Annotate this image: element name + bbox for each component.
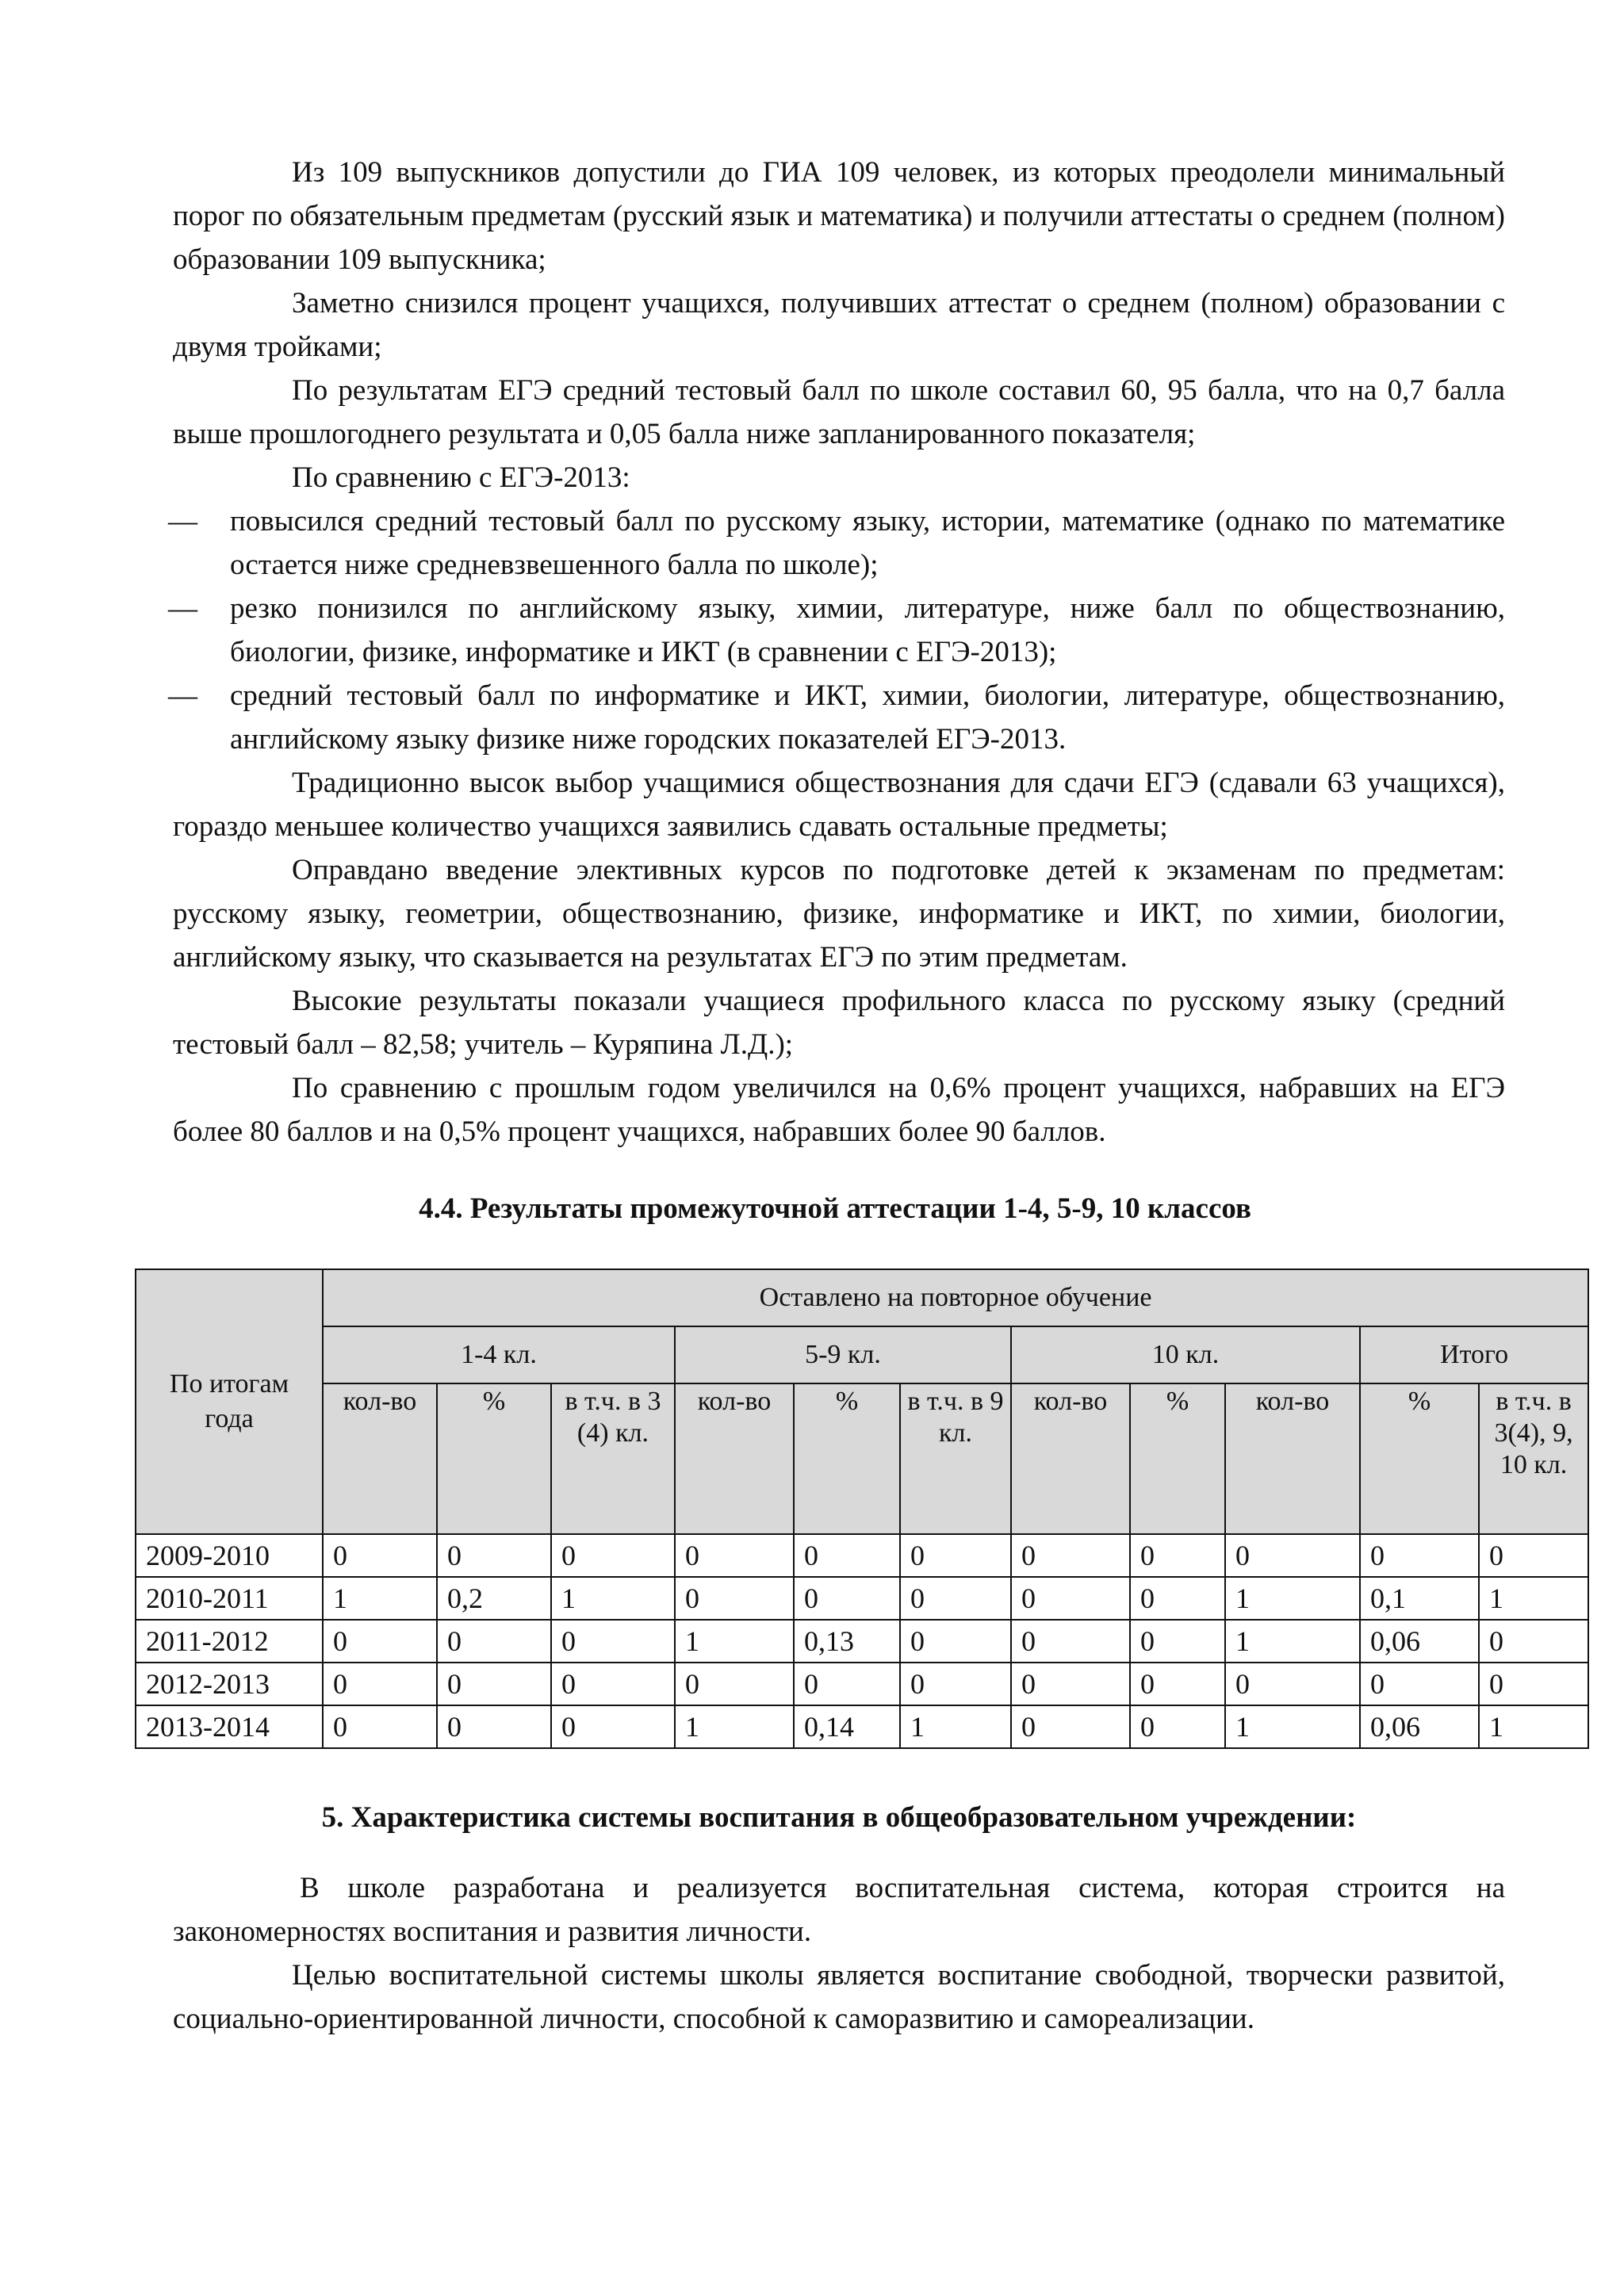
- paragraph: По сравнению с прошлым годом увеличился на 0,6% процент учащихся, набравших на ЕГЭ более 80 баллов и на 0,5% процент учащихся, набравших более 90 баллов.: [173, 1072, 1505, 1148]
- table-cell: 1: [1479, 1705, 1588, 1748]
- section-title-5: 5. Характеристика системы воспитания в общеобразовательном учреждении:: [321, 1801, 1357, 1834]
- table-cell: 0: [1225, 1534, 1360, 1577]
- table-body: [136, 1534, 1588, 1748]
- dash-list: [168, 499, 1505, 761]
- table-cell: 1: [323, 1577, 437, 1620]
- table-cell: 0: [675, 1577, 794, 1620]
- paragraph: По сравнению с ЕГЭ-2013:: [292, 461, 630, 494]
- table-cell: 0,13: [794, 1620, 900, 1663]
- paragraph: Целью воспитательной системы школы является воспитание свободной, творчески развитой, социально-ориентированной личности, способной к саморазвитию и самореализации.: [173, 1959, 1505, 2035]
- side-header: По итогам года: [136, 1269, 323, 1534]
- table-cell: 0: [1360, 1663, 1479, 1705]
- table-cell: 0: [1011, 1620, 1130, 1663]
- table-cell: 0: [1130, 1577, 1225, 1620]
- table-cell: 0: [437, 1663, 551, 1705]
- table-cell: 0: [551, 1534, 675, 1577]
- table-cell: 0: [551, 1705, 675, 1748]
- paragraph: Из 109 выпускников допустили до ГИА 109 человек, из которых преодолели минимальный порог по обязательным предметам (русский язык и математика) и получили аттестаты о среднем (полном) образовании 109 выпускника;: [173, 156, 1505, 276]
- paragraph: По результатам ЕГЭ средний тестовый балл по школе составил 60, 95 балла, что на 0,7 балла выше прошлогоднего результата и 0,05 балла ниже запланированного показателя;: [173, 374, 1505, 450]
- row-year-cell: 2012-2013: [136, 1663, 323, 1705]
- column-header: в т.ч. в 3 (4) кл.: [551, 1383, 675, 1534]
- table-cell: 0: [323, 1620, 437, 1663]
- table-cell: 0: [675, 1534, 794, 1577]
- table-cell: 0: [1130, 1534, 1225, 1577]
- table-cell: 0: [794, 1663, 900, 1705]
- column-header: %: [1360, 1383, 1479, 1534]
- dash-marker: —: [168, 679, 197, 712]
- table-cell: 1: [1479, 1577, 1588, 1620]
- table-cell: 1: [1225, 1705, 1360, 1748]
- table-cell: 0: [323, 1705, 437, 1748]
- table-cell: 0: [900, 1620, 1011, 1663]
- table-row: [136, 1577, 1588, 1620]
- column-header: %: [437, 1383, 551, 1534]
- table-row: [136, 1620, 1588, 1663]
- table-row: [136, 1705, 1588, 1748]
- table-cell: 0: [900, 1534, 1011, 1577]
- paragraph: Оправдано введение элективных курсов по подготовке детей к экзаменам по предметам: русскому языку, геометрии, обществознанию, физике, информатике и ИКТ, по химии, биологии, английскому языку, что сказывается на результатах ЕГЭ по этим предметам.: [173, 854, 1505, 974]
- table-cell: 0,1: [1360, 1577, 1479, 1620]
- table-cell: 0: [1479, 1620, 1588, 1663]
- group-header: 10 кл.: [1011, 1326, 1360, 1383]
- table-cell: 1: [1225, 1577, 1360, 1620]
- table-cell: 0: [794, 1534, 900, 1577]
- group-header: Итого: [1360, 1326, 1588, 1383]
- row-year-cell: 2011-2012: [136, 1620, 323, 1663]
- table-cell: 0,14: [794, 1705, 900, 1748]
- section-5: [173, 1796, 1505, 2041]
- table-cell: 0: [1225, 1663, 1360, 1705]
- table-cell: 0,06: [1360, 1705, 1479, 1748]
- section-title-4-4: 4.4. Результаты промежуточной аттестации 1-4, 5-9, 10 классов: [419, 1192, 1251, 1225]
- column-header: кол-во: [323, 1383, 437, 1534]
- table-cell: 0: [323, 1534, 437, 1577]
- top-header: Оставлено на повторное обучение: [323, 1269, 1588, 1326]
- table-cell: 0,06: [1360, 1620, 1479, 1663]
- paragraph: Высокие результаты показали учащиеся профильного класса по русскому языку (средний тестовый балл – 82,58; учитель – Куряпина Л.Д.);: [173, 985, 1505, 1061]
- table-cell: 0: [900, 1577, 1011, 1620]
- list-item: — повысился средний тестовый балл по русскому языку, истории, математике (однако по математике остается ниже средневзвешенного балла по школе);: [171, 499, 1505, 587]
- column-header: кол-во: [675, 1383, 794, 1534]
- table-cell: 0: [437, 1705, 551, 1748]
- table-cell: 0: [900, 1663, 1011, 1705]
- column-header: %: [794, 1383, 900, 1534]
- group-header: 1-4 кл.: [323, 1326, 675, 1383]
- table-cell: 0: [1130, 1663, 1225, 1705]
- table-cell: 0: [1011, 1663, 1130, 1705]
- paragraph: Традиционно высок выбор учащимися обществознания для сдачи ЕГЭ (сдавали 63 учащихся), гораздо меньшее количество учащихся заявились сдавать остальные предметы;: [173, 767, 1505, 843]
- table-cell: 1: [900, 1705, 1011, 1748]
- table-cell: 0: [1011, 1577, 1130, 1620]
- table-cell: 0: [1479, 1534, 1588, 1577]
- row-year-cell: 2013-2014: [136, 1705, 323, 1748]
- document-body: [168, 151, 1505, 1230]
- column-header: в т.ч. в 3(4), 9, 10 кл.: [1479, 1383, 1588, 1534]
- table-cell: 0: [1479, 1663, 1588, 1705]
- dash-marker: —: [168, 505, 197, 538]
- list-item: — средний тестовый балл по информатике и ИКТ, химии, биологии, литературе, обществознанию, английскому языку физике ниже городских показателей ЕГЭ-2013.: [171, 674, 1505, 761]
- table-cell: 0: [437, 1534, 551, 1577]
- column-header: кол-во: [1225, 1383, 1360, 1534]
- paragraph: В школе разработана и реализуется воспитательная система, которая строится на закономерностях воспитания и развития личности.: [173, 1872, 1505, 1948]
- table-cell: 0: [1130, 1620, 1225, 1663]
- table-cell: 1: [675, 1705, 794, 1748]
- table-cell: 0: [1130, 1705, 1225, 1748]
- table-cell: 0: [675, 1663, 794, 1705]
- table-cell: 1: [675, 1620, 794, 1663]
- row-year-cell: 2009-2010: [136, 1534, 323, 1577]
- table-cell: 0: [323, 1663, 437, 1705]
- dash-marker: —: [168, 592, 197, 625]
- table-cell: 0: [1011, 1534, 1130, 1577]
- table-cell: 0: [551, 1620, 675, 1663]
- table-cell: 0: [437, 1620, 551, 1663]
- attestation-table: [135, 1269, 1589, 1749]
- row-year-cell: 2010-2011: [136, 1577, 323, 1620]
- list-item: — резко понизился по английскому языку, химии, литературе, ниже балл по обществознанию, биологии, физике, информатике и ИКТ (в сравнении с ЕГЭ-2013);: [171, 587, 1505, 674]
- table-cell: 0: [1360, 1534, 1479, 1577]
- table-cell: 1: [551, 1577, 675, 1620]
- table-cell: 0: [794, 1577, 900, 1620]
- attestation-table-wrap: [135, 1269, 1588, 1749]
- column-header: %: [1130, 1383, 1225, 1534]
- table-cell: 0: [551, 1663, 675, 1705]
- group-header: 5-9 кл.: [675, 1326, 1011, 1383]
- table-cell: 0: [1011, 1705, 1130, 1748]
- table-row: [136, 1663, 1588, 1705]
- paragraph: Заметно снизился процент учащихся, получивших аттестат о среднем (полном) образовании с двумя тройками;: [173, 287, 1505, 363]
- column-header: в т.ч. в 9 кл.: [900, 1383, 1011, 1534]
- table-row: [136, 1534, 1588, 1577]
- table-cell: 0,2: [437, 1577, 551, 1620]
- table-cell: 1: [1225, 1620, 1360, 1663]
- column-header: кол-во: [1011, 1383, 1130, 1534]
